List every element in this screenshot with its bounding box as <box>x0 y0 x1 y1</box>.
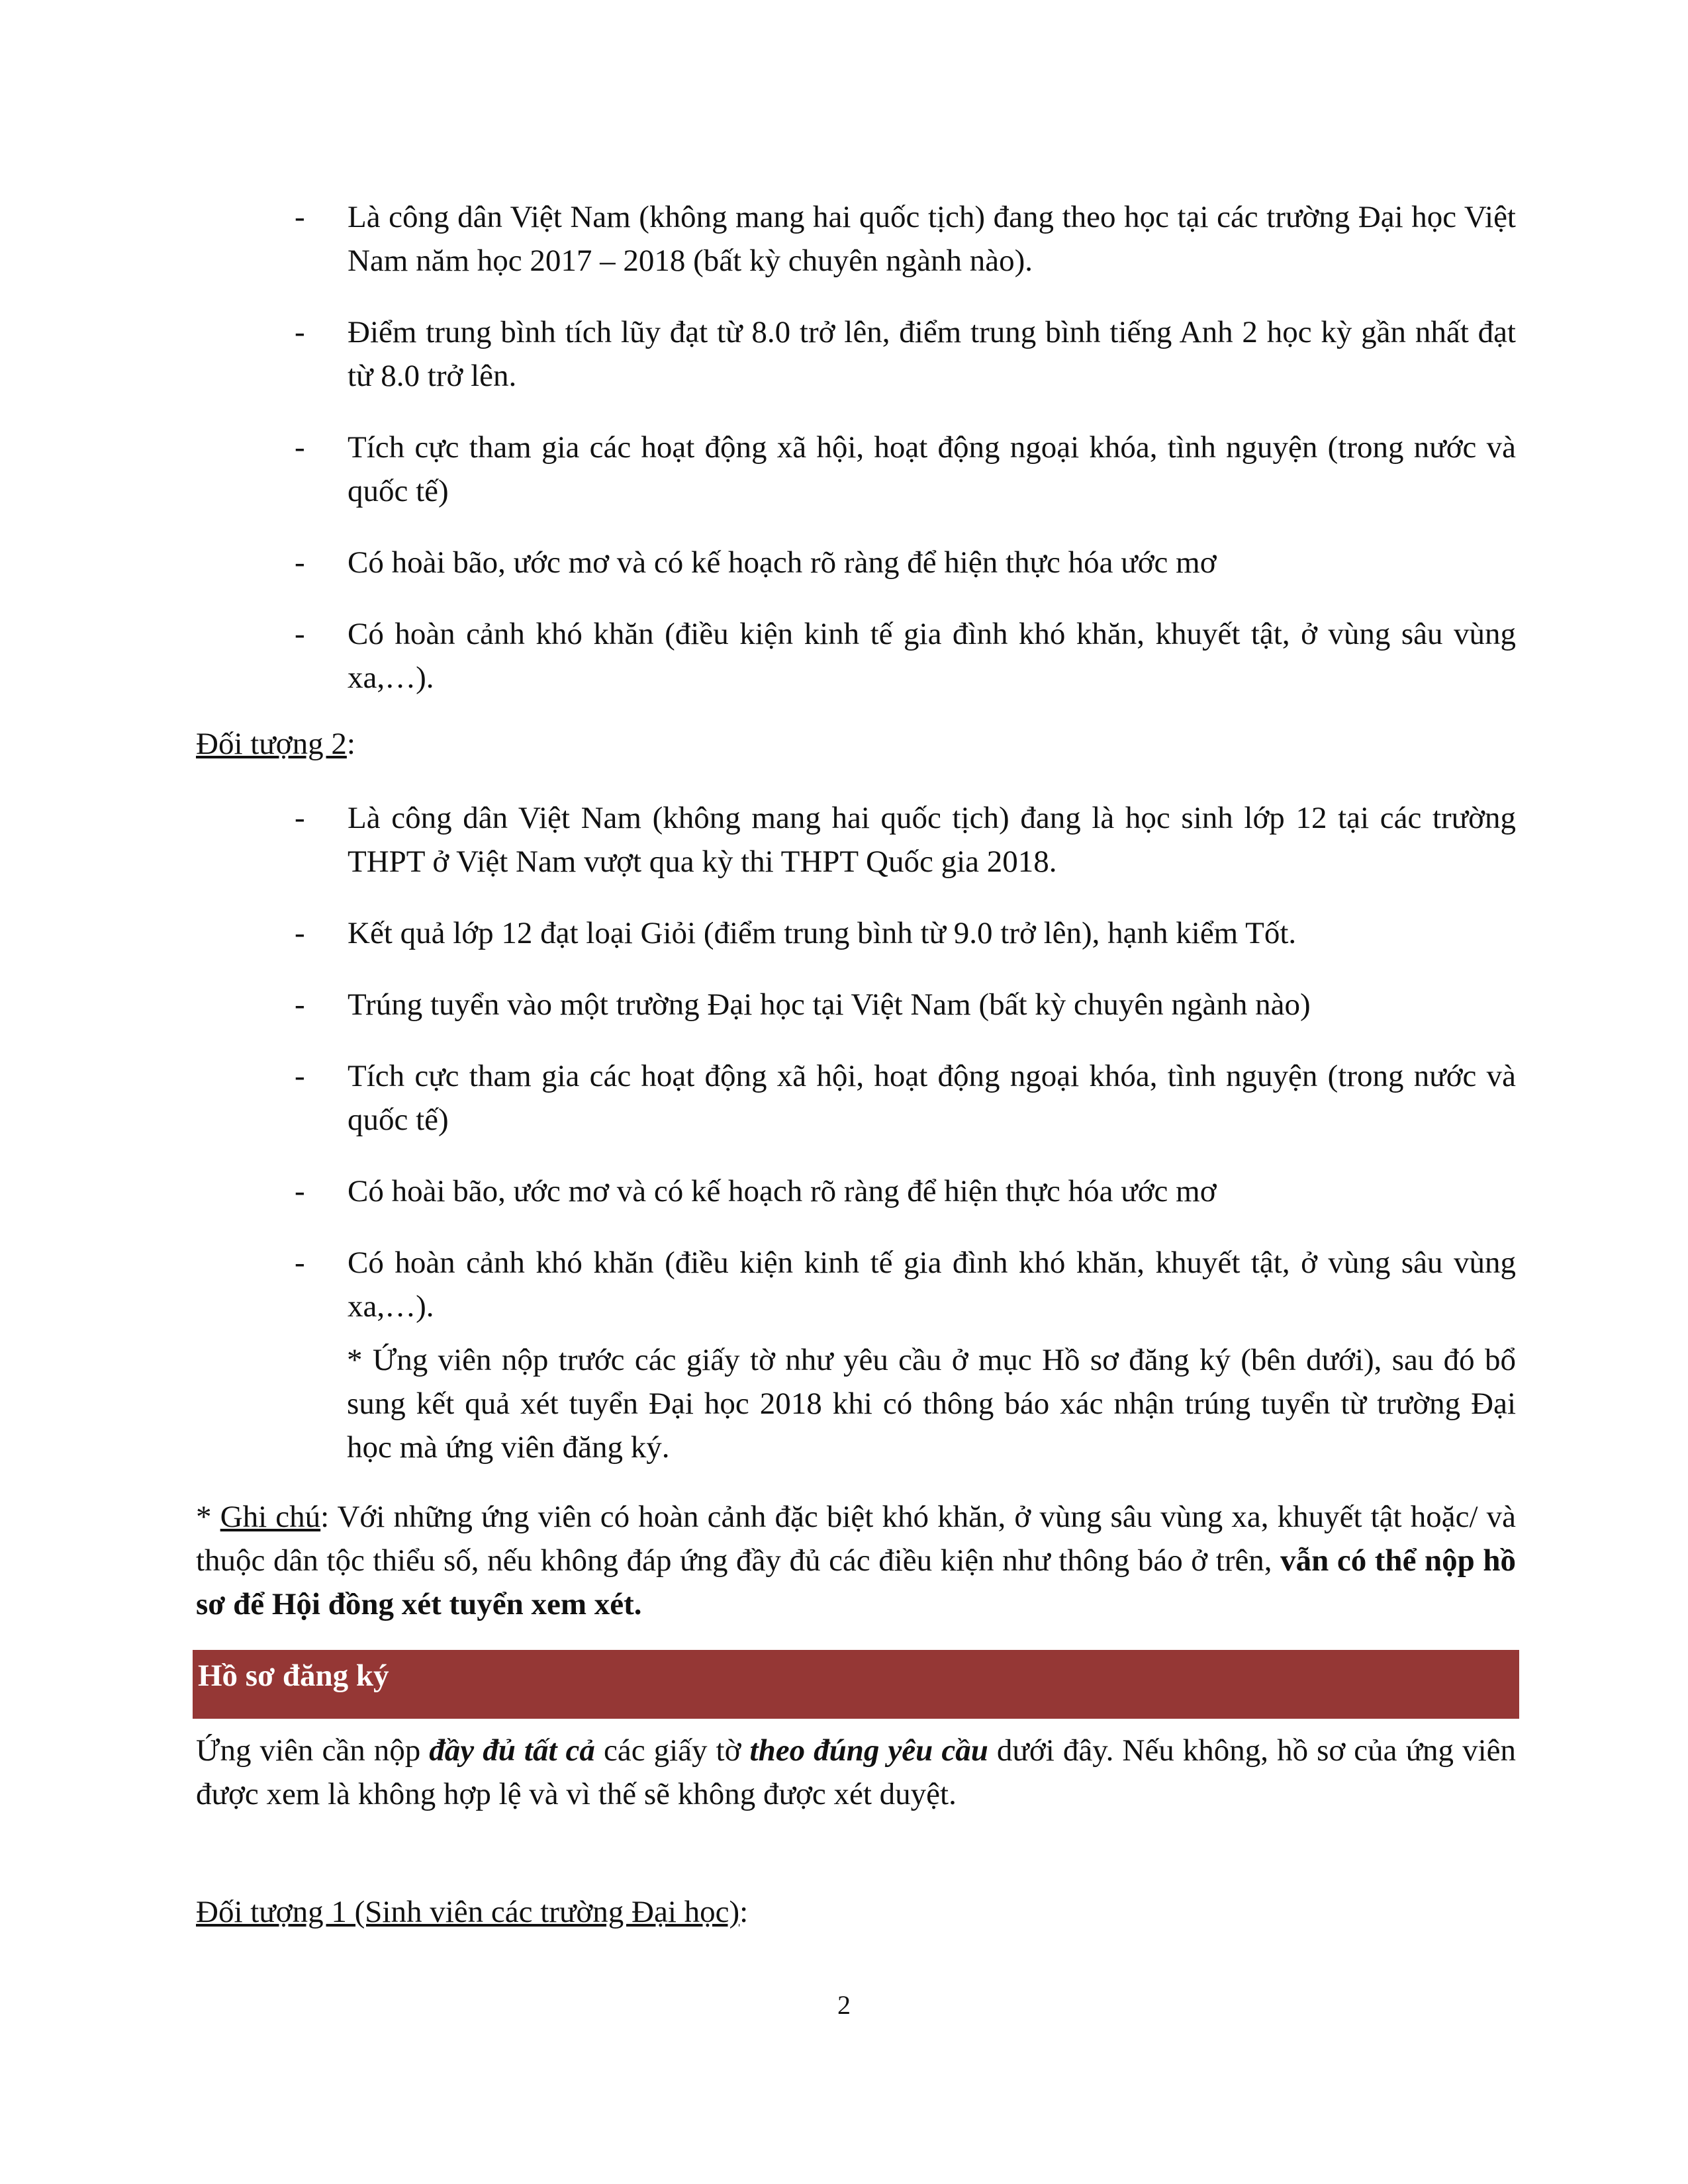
bullet-dash: - <box>295 545 305 580</box>
group2-criteria-list <box>295 796 1516 1356</box>
list-item <box>295 426 1516 513</box>
note-body: : Với những ứng viên có hoàn cảnh đặc biệt khó khăn, ở vùng sâu vùng xa, khuyết tật hoặc/ và thuộc dân tộc thiểu số, nếu không đáp ứng đầy đủ các điều kiện như thông báo ở trên, <box>196 1500 1517 1578</box>
intro-text-3: dưới đây. Nếu không, hồ sơ của ứng viên được xem là không hợp lệ và vì thế sẽ không được xét duyệt. <box>196 1733 1517 1811</box>
list-item <box>295 1241 1516 1328</box>
intro-emphasis-2: theo đúng yêu cầu <box>749 1733 988 1768</box>
note-label: Ghi chú <box>220 1500 321 1534</box>
list-item <box>295 310 1516 398</box>
note-bold: vẫn có thể nộp hồ sơ để Hội đồng xét tuyển xem xét. <box>196 1543 1516 1621</box>
list-item-text: Trúng tuyển vào một trường Đại học tại Việt Nam (bất kỳ chuyên ngành nào) <box>348 987 1311 1022</box>
bullet-dash: - <box>295 617 305 651</box>
group1-docs-heading-text: Đối tượng 1 (Sinh viên các trường Đại học) <box>196 1895 740 1929</box>
list-item-text: Có hoàn cảnh khó khăn (điều kiện kinh tế gia đình khó khăn, khuyết tật, ở vùng sâu vùng xa,…). <box>348 1246 1516 1324</box>
list-item <box>295 983 1516 1026</box>
bullet-dash: - <box>295 315 305 349</box>
list-item <box>295 541 1516 584</box>
bullet-dash: - <box>295 916 305 950</box>
list-item-text: Có hoài bão, ước mơ và có kế hoạch rõ ràng để hiện thực hóa ước mơ <box>348 545 1217 580</box>
list-item <box>295 612 1516 700</box>
list-item-text: Có hoài bão, ước mơ và có kế hoạch rõ ràng để hiện thực hóa ước mơ <box>348 1174 1217 1208</box>
bullet-dash: - <box>295 1174 305 1208</box>
heading-colon: : <box>346 727 355 761</box>
list-item-text: Là công dân Việt Nam (không mang hai quốc tịch) đang theo học tại các trường Đại học Việt Nam năm học 2017 – 2018 (bất kỳ chuyên ngành nào). <box>348 200 1516 278</box>
list-item-text: Tích cực tham gia các hoạt động xã hội, hoạt động ngoại khóa, tình nguyện (trong nước và quốc tế) <box>348 430 1516 508</box>
special-note <box>196 1495 1516 1626</box>
intro-text-2: các giấy tờ <box>594 1733 750 1768</box>
bullet-dash: - <box>295 200 305 234</box>
group1-criteria-list <box>295 195 1516 727</box>
list-item-text: Là công dân Việt Nam (không mang hai quốc tịch) đang là học sinh lớp 12 tại các trường THPT ở Việt Nam vượt qua kỳ thi THPT Quốc gia 2018. <box>348 801 1516 879</box>
list-item <box>295 911 1516 955</box>
section-title: Hồ sơ đăng ký <box>198 1659 389 1693</box>
group2-heading-text: Đối tượng 2 <box>196 727 347 761</box>
group2-heading <box>196 722 355 766</box>
group2-note: * Ứng viên nộp trước các giấy tờ như yêu cầu ở mục Hồ sơ đăng ký (bên dưới), sau đó bổ sung kết quả xét tuyển Đại học 2018 khi có thông báo xác nhận trúng tuyển từ trường Đại học mà ứng viên đăng ký. <box>347 1343 1516 1465</box>
bullet-dash: - <box>295 1059 305 1093</box>
bullet-dash: - <box>295 987 305 1022</box>
list-item-text: Tích cực tham gia các hoạt động xã hội, hoạt động ngoại khóa, tình nguyện (trong nước và quốc tế) <box>348 1059 1516 1137</box>
section-intro <box>196 1729 1516 1816</box>
list-item-text: Có hoàn cảnh khó khăn (điều kiện kinh tế gia đình khó khăn, khuyết tật, ở vùng sâu vùng xa,…). <box>348 617 1516 695</box>
group1-docs-heading <box>196 1890 748 1934</box>
list-item <box>295 195 1516 283</box>
note-prefix: * <box>196 1500 220 1534</box>
list-item <box>295 1169 1516 1213</box>
bullet-dash: - <box>295 801 305 835</box>
list-item-text: Kết quả lớp 12 đạt loại Giỏi (điểm trung bình từ 9.0 trở lên), hạnh kiểm Tốt. <box>348 916 1297 950</box>
intro-text-1: Ứng viên cần nộp <box>196 1733 430 1768</box>
bullet-dash: - <box>295 1246 305 1280</box>
intro-emphasis-1: đầy đủ tất cả <box>429 1733 595 1768</box>
page-number: 2 <box>837 1990 851 2020</box>
list-item <box>295 1054 1516 1142</box>
section-header-bar <box>193 1650 1519 1719</box>
bullet-dash: - <box>295 430 305 465</box>
heading-colon: : <box>739 1895 749 1929</box>
list-item-text: Điểm trung bình tích lũy đạt từ 8.0 trở lên, điểm trung bình tiếng Anh 2 học kỳ gần nhất đạt từ 8.0 trở lên. <box>348 315 1516 393</box>
list-item <box>295 796 1516 884</box>
